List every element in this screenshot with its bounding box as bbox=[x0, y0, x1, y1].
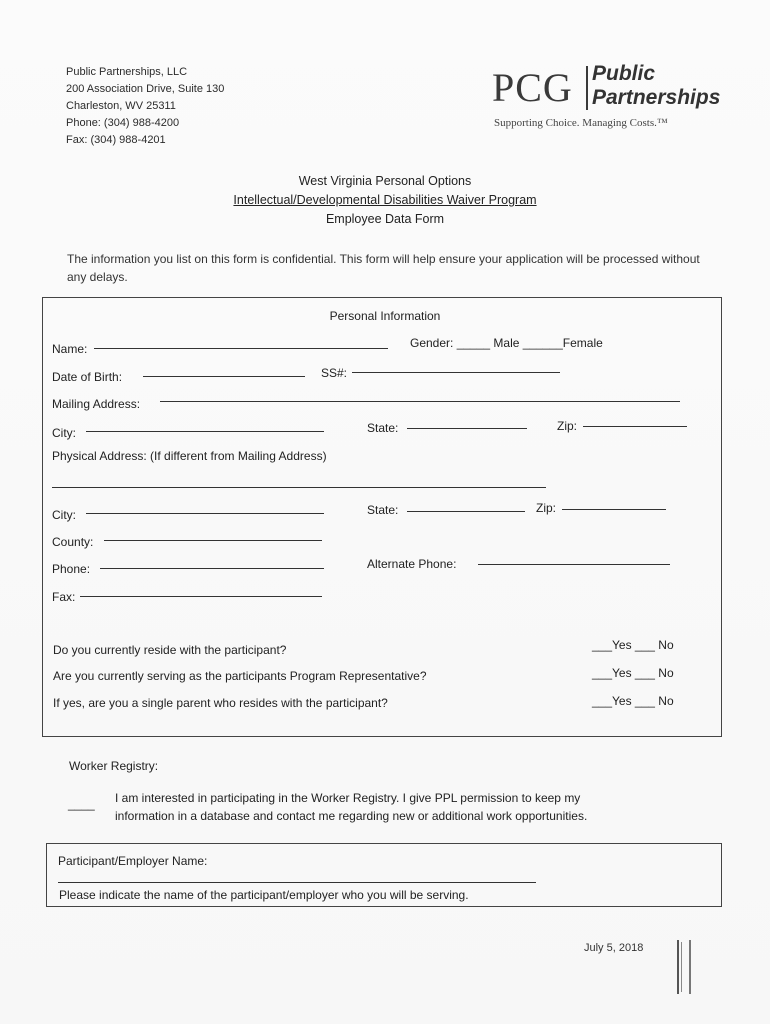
logo-pcg-text: PCG bbox=[492, 65, 573, 110]
city2-field[interactable] bbox=[86, 513, 324, 514]
personal-info-title: Personal Information bbox=[329, 309, 441, 323]
city-field[interactable] bbox=[86, 431, 324, 432]
sender-street: 200 Association Drive, Suite 130 bbox=[66, 83, 225, 95]
zip2-field[interactable] bbox=[562, 509, 666, 510]
worker-registry-checkbox[interactable]: ____ bbox=[68, 797, 95, 811]
zip2-label: Zip: bbox=[536, 501, 557, 515]
sender-phone: Phone: (304) 988-4200 bbox=[66, 117, 180, 129]
sender-fax: Fax: (304) 988-4201 bbox=[66, 134, 166, 146]
alt-phone-field[interactable] bbox=[478, 564, 670, 565]
state2-field[interactable] bbox=[407, 511, 525, 512]
binding-margin-mark-inner bbox=[681, 942, 682, 992]
question-reside-options[interactable]: ___Yes ___ No bbox=[592, 638, 674, 652]
employer-name-label: Participant/Employer Name: bbox=[58, 854, 208, 868]
zip-label: Zip: bbox=[557, 419, 578, 433]
name-field[interactable] bbox=[94, 348, 388, 349]
question-single-parent: If yes, are you a single parent who resides with the participant? bbox=[53, 696, 388, 710]
form-title-name: Employee Data Form bbox=[325, 212, 445, 226]
county-label: County: bbox=[52, 535, 94, 549]
state-field[interactable] bbox=[407, 428, 527, 429]
sender-address bbox=[66, 64, 224, 149]
logo-word-public: Public bbox=[592, 62, 656, 85]
sender-org: Public Partnerships, LLC bbox=[66, 66, 188, 78]
fax-label: Fax: bbox=[52, 590, 76, 604]
city-label: City: bbox=[52, 426, 76, 440]
intro-text: The information you list on this form is confidential. This form will help ensure your application will be processed without any delays. bbox=[67, 252, 700, 284]
binding-margin-marks bbox=[677, 940, 691, 994]
logo-wordmark bbox=[592, 62, 720, 110]
form-date: July 5, 2018 bbox=[584, 942, 644, 954]
mailing-address-label: Mailing Address: bbox=[52, 397, 141, 411]
dob-label: Date of Birth: bbox=[52, 370, 123, 384]
city2-label: City: bbox=[52, 508, 76, 522]
ssn-label: SS#: bbox=[321, 366, 348, 380]
gender-field[interactable]: Gender: _____ Male ______Female bbox=[410, 336, 603, 350]
name-label: Name: bbox=[52, 342, 88, 356]
question-single-parent-options[interactable]: ___Yes ___ No bbox=[592, 694, 674, 708]
worker-registry-title: Worker Registry: bbox=[69, 759, 159, 773]
dob-field[interactable] bbox=[143, 376, 305, 377]
mailing-address-field[interactable] bbox=[160, 401, 680, 402]
employer-note: Please indicate the name of the participant/employer who you will be serving. bbox=[59, 888, 469, 902]
phone-label: Phone: bbox=[52, 562, 91, 576]
county-field[interactable] bbox=[104, 540, 322, 541]
logo-word-partnerships: Partnerships bbox=[592, 86, 721, 109]
question-representative-options[interactable]: ___Yes ___ No bbox=[592, 666, 674, 680]
state2-label: State: bbox=[367, 503, 399, 517]
employer-name-field[interactable] bbox=[58, 882, 536, 883]
ssn-field[interactable] bbox=[352, 372, 560, 373]
physical-address-label: Physical Address: (If different from Mailing Address) bbox=[52, 449, 327, 463]
fax-field[interactable] bbox=[80, 596, 322, 597]
logo-divider bbox=[586, 66, 588, 110]
zip-field[interactable] bbox=[583, 426, 687, 427]
form-title-program: Intellectual/Developmental Disabilities Waiver Program bbox=[233, 193, 537, 207]
question-reside: Do you currently reside with the participant? bbox=[53, 643, 287, 657]
question-representative: Are you currently serving as the participants Program Representative? bbox=[53, 669, 427, 683]
worker-registry-statement-2: information in a database and contact me regarding new or additional work opportunities. bbox=[115, 809, 588, 823]
alt-phone-label: Alternate Phone: bbox=[367, 557, 457, 571]
form-title-state: West Virginia Personal Options bbox=[298, 174, 472, 188]
physical-address-field[interactable] bbox=[52, 487, 546, 488]
sender-city-line: Charleston, WV 25311 bbox=[66, 100, 176, 112]
logo-tagline: Supporting Choice. Managing Costs.™ bbox=[494, 117, 668, 129]
worker-registry-statement-1: I am interested in participating in the Worker Registry. I give PPL permission to keep my bbox=[115, 791, 581, 805]
state-label: State: bbox=[367, 421, 399, 435]
phone-field[interactable] bbox=[100, 568, 324, 569]
